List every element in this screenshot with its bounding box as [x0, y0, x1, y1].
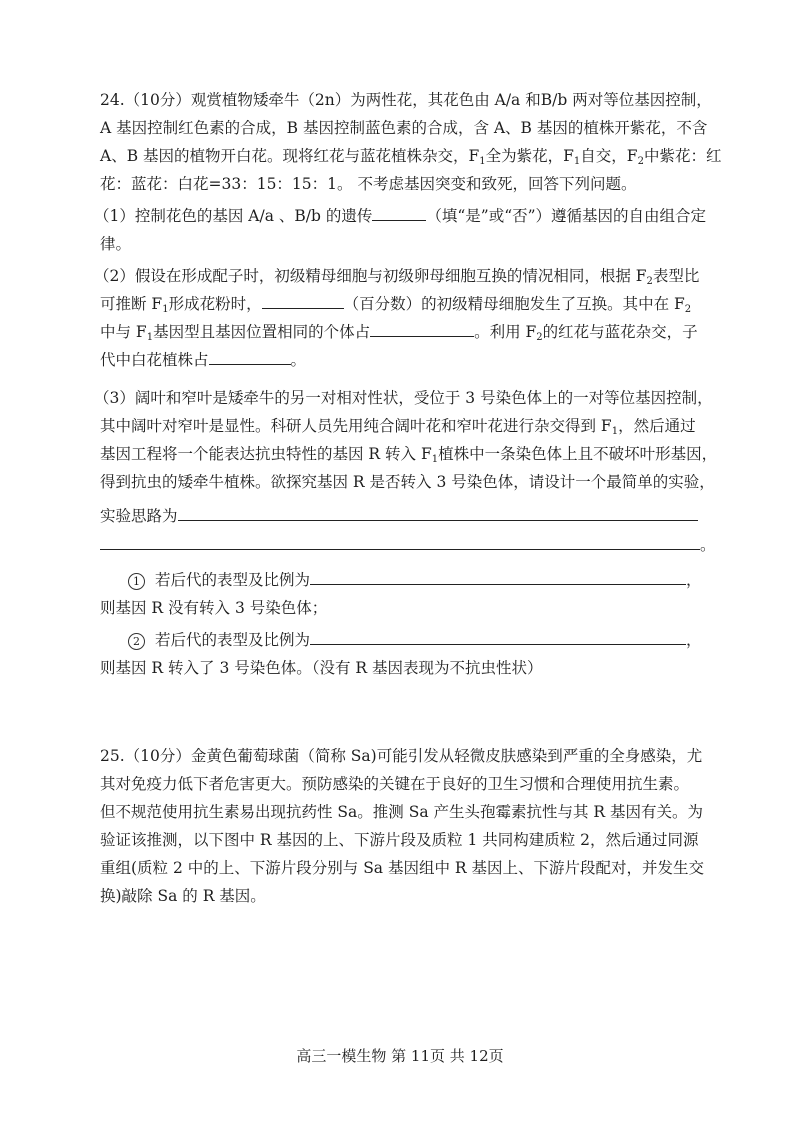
q24-part-1: （1）控制花色的基因 A/a 、B/b 的遗传 （填“是”或“否”）遵循基因的自由组合定 [94, 207, 707, 225]
answer-blank-5[interactable] [178, 506, 698, 521]
q24-part-3-line-5: 实验思路为 [100, 506, 698, 526]
q24-case-1: 1 若后代的表型及比例为 ， [128, 570, 702, 590]
q24-part-2-line-2: 可推断 $F_1$形成花粉时， （百分数）的初级精母细胞发生了互换。其中在 $F_2$ [100, 295, 692, 315]
answer-blank-8[interactable] [310, 630, 686, 645]
q25-line-5: 重组(质粒 2 中的上、下游片段分别与 Sa 基因组中 R 基因上、下游片段配对，并发生交 [100, 859, 705, 877]
q25-line-3: 但不规范使用抗生素易出现抗药性 Sa。推测 Sa 产生头孢霉素抗性与其 R 基因有关。为 [100, 803, 704, 821]
q25-line-2: 其对免疫力低下者危害更大。预防感染的关键在于良好的卫生习惯和合理使用抗生素。 [100, 775, 690, 793]
answer-blank-3[interactable] [370, 322, 474, 337]
q24-part-2-line-3: 中与 $F_1$基因型且基因位置相同的个体占 。利用 $F_2$的红花与蓝花杂交，子 [100, 323, 698, 343]
page-footer: 高三一模生物 第 11页 共 12页 [296, 1047, 504, 1065]
answer-blank-6[interactable] [100, 535, 700, 550]
answer-blank-4[interactable] [209, 350, 291, 365]
q24-line-1: 24.（10分）观赏植物矮牵牛（2n）为两性花，其花色由 A/a 和B/b 两对等位基因控制， [100, 91, 712, 109]
q24-part-2-line-4: 代中白花植株占 。 [100, 351, 307, 369]
q24-part-3-line-4: 得到抗虫的矮牵牛植株。欲探究基因 R 是否转入 3 号染色体，请设计一个最简单的实验， [100, 473, 715, 491]
q24-part-2-line-1: （2）假设在形成配子时，初级精母细胞与初级卵母细胞互换的情况相同，根据 $F_2$表型比 [94, 267, 700, 287]
q24-case-2-result: 则基因 R 转入了 3 号染色体。（没有 R 基因表现为不抗虫性状） [100, 659, 543, 677]
answer-blank-1[interactable] [372, 206, 426, 221]
q24-part-1-cont: 律。 [100, 235, 132, 253]
q25-line-4: 验证该推测，以下图中 R 基因的上、下游片段及质粒 1 共同构建质粒 2，然后通过同源 [100, 831, 699, 849]
q24-line-3: A、B 基因的植物开白花。现将红花与蓝花植株杂交，$F_1$全为紫花，$F_1$自交，$F_2$中紫花：红 [100, 147, 722, 167]
q24-line-4: 花：蓝花：白花=33：15：15：1。 不考虑基因突变和致死，回答下列问题。 [100, 175, 637, 193]
circled-number-2: 2 [128, 633, 145, 650]
answer-blank-7[interactable] [310, 570, 686, 585]
q24-part-3-line-6: 。 [100, 535, 716, 555]
q24-part-3-line-2: 其中阔叶对窄叶是显性。科研人员先用纯合阔叶花和窄叶花进行杂交得到 $F_1$，然后通过 [100, 417, 696, 437]
q24-part-3-line-3: 基因工程将一个能表达抗虫特性的基因 R 转入 $F_1$植株中一条染色体上且不破坏叶形基因， [100, 445, 718, 465]
q25-line-1: 25.（10分）金黄色葡萄球菌（简称 Sa)可能引发从轻微皮肤感染到严重的全身感染，尤 [100, 747, 703, 765]
q24-line-2: A 基因控制红色素的合成，B 基因控制蓝色素的合成，含 A、B 基因的植株开紫花，不含 [100, 119, 708, 137]
answer-blank-2[interactable] [262, 294, 344, 309]
q25-line-6: 换)敲除 Sa 的 R 基因。 [100, 887, 266, 905]
q24-case-1-result: 则基因 R 没有转入 3 号染色体； [100, 599, 328, 617]
circled-number-1: 1 [128, 573, 145, 590]
q24-case-2: 2 若后代的表型及比例为 ， [128, 630, 702, 650]
q24-part-3-line-1: （3）阔叶和窄叶是矮牵牛的另一对相对性状，受位于 3 号染色体上的一对等位基因控制， [94, 389, 713, 407]
